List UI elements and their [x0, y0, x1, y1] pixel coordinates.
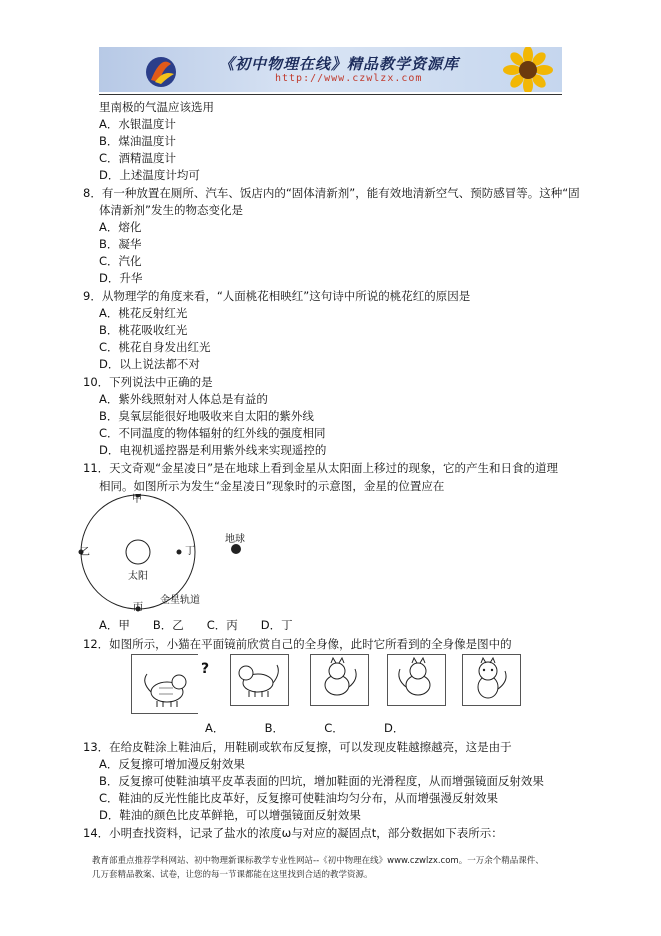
option-line: A．紫外线照射对人体总是有益的: [99, 392, 268, 406]
option-c-image: [387, 654, 446, 706]
logo-icon: [141, 50, 181, 90]
header-banner: [99, 47, 562, 92]
option-line: D．升华: [99, 271, 143, 285]
banner-title: 《初中物理在线》精品教学资源库: [219, 55, 460, 73]
option-line: A．桃花反射红光: [99, 306, 188, 320]
image-option-labels: A． B． C． D．: [205, 721, 405, 735]
option-line: C．鞋油的反光性能比皮革好，反复擦可使鞋油均匀分布，从而增强漫反射效果: [99, 791, 499, 805]
option-line: B．臭氧层能很好地吸收来自太阳的紫外线: [99, 409, 314, 423]
option-line: C．汽化: [99, 254, 142, 268]
position-ding-dot: [177, 550, 182, 555]
label-yi: 乙: [80, 547, 90, 558]
text-line: 里南极的气温应该选用: [99, 100, 214, 114]
option-line: B．桃花吸收红光: [99, 323, 188, 337]
option-b-image: [310, 654, 369, 706]
text-line: 相同。如图所示为发生“金星凌日”现象时的示意图，金星的位置应在: [99, 479, 445, 493]
question-10: 10．下列说法中正确的是: [83, 375, 213, 389]
question-13: 13．在给皮鞋涂上鞋油后，用鞋刷或软布反复擦，可以发现皮鞋越擦越亮，这是由于: [83, 740, 512, 754]
option-line: A．反复擦可增加漫反射效果: [99, 757, 245, 771]
question-11: 11．天文奇观“金星凌日”是在地球上看到金星从太阳面上移过的现象，它的产生和日食的道理: [83, 461, 559, 475]
option-line: D．上述温度计均可: [99, 168, 200, 182]
option-line: D．以上说法都不对: [99, 357, 200, 371]
question-14: 14．小明查找资料，记录了盐水的浓度ω与对应的凝固点t，部分数据如下表所示：: [83, 826, 503, 840]
option-line: A．水银温度计: [99, 117, 176, 131]
cat-icon: [231, 655, 286, 703]
sunflower-icon: [498, 47, 558, 92]
footer-line-2: 几万套精品教案、试卷，让您的每一节课都能在这里找到合适的教学资源。: [92, 870, 373, 880]
option-line: C．不同温度的物体辐射的红外线的强度相同: [99, 426, 326, 440]
option-line: B．煤油温度计: [99, 134, 176, 148]
option-line: C．酒精温度计: [99, 151, 177, 165]
option-line: D．电视机遥控器是利用紫外线来实现遥控的: [99, 443, 327, 457]
label-ding: 丁: [185, 546, 195, 557]
option-line: A．甲 B．乙 C．丙 D．丁: [99, 618, 293, 632]
option-line: C．桃花自身发出红光: [99, 340, 211, 354]
mirror-scene: [131, 654, 199, 714]
option-line: A．熔化: [99, 220, 142, 234]
option-line: D．鞋油的颜色比皮革鲜艳，可以增强镜面反射效果: [99, 808, 361, 822]
cat-icon: [388, 655, 443, 703]
option-a-image: [230, 654, 289, 706]
label-earth: 地球: [225, 534, 245, 545]
label-bing: 丙: [133, 602, 143, 613]
cat-icon: [463, 655, 518, 703]
option-line: B．反复擦可使鞋油填平皮革表面的凹坑，增加鞋面的光滑程度，从而增强镜面反射效果: [99, 774, 544, 788]
question-12: 12．如图所示，小猫在平面镜前欣赏自己的全身像，此时它所看到的全身像是图中的: [83, 637, 512, 651]
label-jia: 甲: [132, 494, 142, 505]
text-line: 体清新剂”发生的物态变化是: [99, 203, 243, 217]
banner-url: http://www.czwlzx.com: [275, 73, 423, 84]
footer-line-1: 教育部重点推荐学科网站、初中物理新课标教学专业性网站--《初中物理在线》www.czwlzx.com。一万余个精品课件、: [92, 856, 544, 866]
header-rule: [99, 94, 562, 95]
label-sun: 太阳: [128, 571, 148, 582]
label-orbit: 金星轨道: [160, 595, 200, 606]
mirror-symbol: ?: [201, 661, 210, 677]
question-8: 8．有一种放置在厕所、汽车、饭店内的“固体清新剂”，能有效地清新空气、预防感冒等。这种“固: [83, 186, 580, 200]
cat-icon: [311, 655, 366, 703]
sun-icon: [126, 540, 150, 564]
cat-icon: [139, 668, 189, 708]
question-9: 9．从物理学的角度来看，“人面桃花相映红”这句诗中所说的桃花红的原因是: [83, 289, 471, 303]
option-d-image: [462, 654, 521, 706]
option-line: B．凝华: [99, 237, 142, 251]
